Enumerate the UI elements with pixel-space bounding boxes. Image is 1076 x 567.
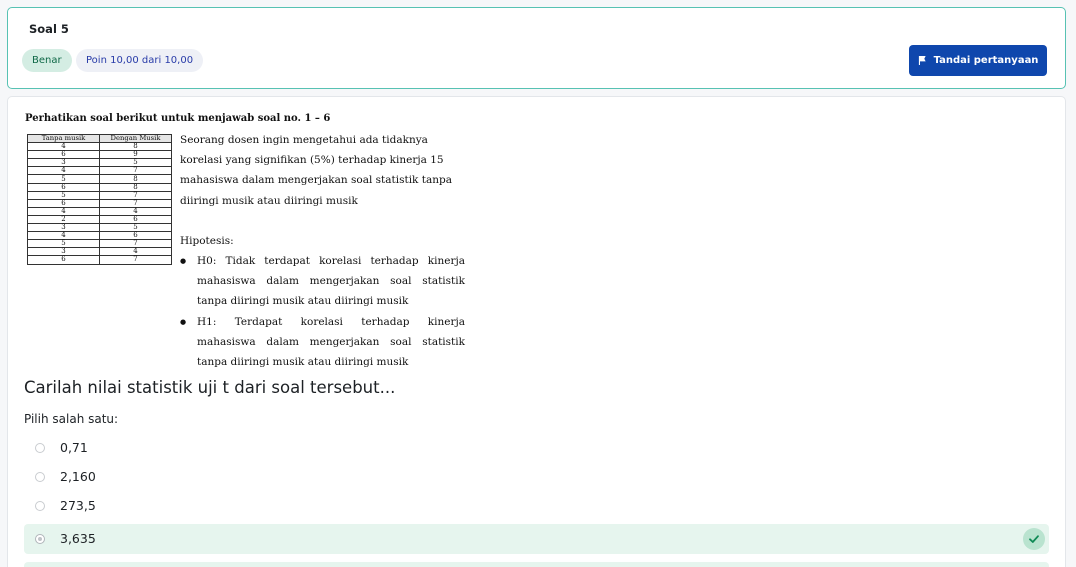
- answer-option[interactable]: [24, 491, 1049, 521]
- table-cell: 7: [100, 240, 172, 248]
- radio-button[interactable]: [35, 501, 45, 511]
- table-cell: 6: [28, 199, 100, 207]
- table-cell: 7: [100, 256, 172, 264]
- table-cell: 4: [28, 207, 100, 215]
- table-row: [28, 143, 172, 151]
- answer-option[interactable]: [24, 462, 1049, 492]
- flag-icon: [918, 56, 927, 65]
- table-cell: 3: [28, 159, 100, 167]
- hypothesis-h1: ● H1: Terdapat korelasi terhadap kinerja mahasiswa dalam mengerjakan soal statistik tanpa diiringi musik atau diiringi musik: [180, 312, 465, 373]
- scan-text: [180, 130, 465, 372]
- question-number: Soal 5: [29, 22, 69, 36]
- points-badge: Poin 10,00 dari 10,00: [76, 49, 203, 72]
- table-row: [28, 232, 172, 240]
- radio-button[interactable]: [35, 443, 45, 453]
- choose-label: Pilih salah satu:: [24, 412, 119, 426]
- table-row: [28, 175, 172, 183]
- table-cell: 6: [100, 215, 172, 223]
- table-cell: 4: [100, 248, 172, 256]
- scan-title: Perhatikan soal berikut untuk menjawab soal no. 1 – 6: [25, 113, 331, 124]
- radio-button[interactable]: [35, 534, 45, 544]
- table-cell: 4: [28, 167, 100, 175]
- table-row: [28, 240, 172, 248]
- table-row: [28, 191, 172, 199]
- table-cell: 6: [28, 183, 100, 191]
- table-cell: 6: [100, 232, 172, 240]
- table-row: [28, 151, 172, 159]
- flag-question-label: Tandai pertanyaan: [933, 55, 1039, 66]
- hypothesis-h0: ● H0: Tidak terdapat korelasi terhadap kinerja mahasiswa dalam mengerjakan soal statistik tanpa diiringi musik atau diiringi musik: [180, 251, 465, 312]
- question-text: Carilah nilai statistik uji t dari soal tersebut...: [24, 378, 396, 397]
- table-row: [28, 199, 172, 207]
- table-cell: 4: [28, 232, 100, 240]
- table-cell: 5: [28, 240, 100, 248]
- table-header: Tanpa musik: [28, 135, 100, 143]
- table-cell: 6: [28, 151, 100, 159]
- table-cell: 3: [28, 224, 100, 232]
- table-row: [28, 215, 172, 223]
- table-cell: 8: [100, 143, 172, 151]
- table-cell: 3: [28, 248, 100, 256]
- table-cell: 7: [100, 167, 172, 175]
- table-cell: 2: [28, 215, 100, 223]
- table-row: [28, 207, 172, 215]
- radio-button[interactable]: [35, 472, 45, 482]
- table-row: [28, 183, 172, 191]
- table-cell: 5: [100, 159, 172, 167]
- hypothesis-label: Hipotesis:: [180, 234, 234, 247]
- question-image: [25, 113, 475, 369]
- table-cell: 8: [100, 183, 172, 191]
- table-cell: 7: [100, 199, 172, 207]
- table-cell: 7: [100, 191, 172, 199]
- table-cell: 9: [100, 151, 172, 159]
- scan-intro: Seorang dosen ingin mengetahui ada tidaknya korelasi yang signifikan (5%) terhadap kinerja 15 mahasiswa dalam mengerjakan soal statistik tanpa diiringi musik atau diiringi musik: [180, 134, 452, 207]
- table-cell: 4: [28, 143, 100, 151]
- table-row: [28, 224, 172, 232]
- table-header: Dengan Musik: [100, 135, 172, 143]
- data-table: [27, 134, 172, 265]
- check-icon: [1023, 528, 1045, 550]
- table-cell: 8: [100, 175, 172, 183]
- feedback-strip: [24, 562, 1049, 567]
- option-label: 3,635: [60, 531, 96, 546]
- table-row: [28, 256, 172, 264]
- table-cell: 4: [100, 207, 172, 215]
- status-badge: Benar: [22, 49, 72, 72]
- option-label: 2,160: [60, 469, 96, 484]
- table-row: [28, 159, 172, 167]
- flag-question-button[interactable]: [909, 45, 1047, 76]
- answer-option-selected[interactable]: [24, 524, 1049, 554]
- table-cell: 5: [28, 175, 100, 183]
- option-label: 0,71: [60, 440, 88, 455]
- option-label: 273,5: [60, 498, 96, 513]
- table-cell: 5: [28, 191, 100, 199]
- table-cell: 5: [100, 224, 172, 232]
- question-info-card: [7, 7, 1066, 89]
- table-row: [28, 167, 172, 175]
- answer-option[interactable]: [24, 433, 1049, 463]
- table-cell: 6: [28, 256, 100, 264]
- table-row: [28, 248, 172, 256]
